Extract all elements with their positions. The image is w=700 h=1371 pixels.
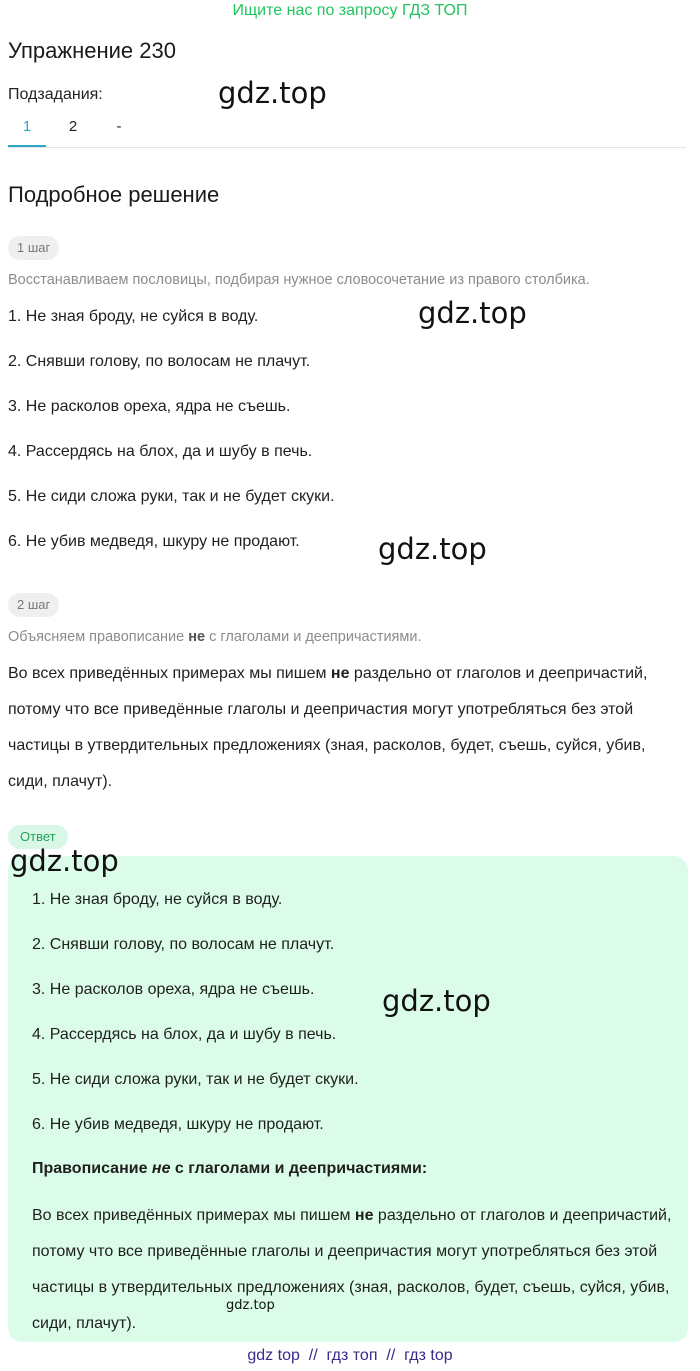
step-2-description: Объясняем правописание не с глаголами и деепричастиями. (8, 629, 422, 645)
step-1-line-2: 2. Снявши голову, по волосам не плачут. (8, 353, 311, 370)
step-2-badge: 2 шаг (8, 593, 59, 617)
step-1-line-5: 5. Не сиди сложа руки, так и не будет скуки. (8, 488, 335, 505)
answer-line-2: 2. Снявши голову, по волосам не плачут. (32, 936, 335, 953)
solution-title: Подробное решение (8, 182, 220, 207)
tab-dash[interactable]: - (116, 118, 122, 135)
watermark: gdz.top (418, 296, 527, 330)
step-1-description: Восстанавливаем пословицы, подбирая нужное словосочетание из правого столбика. (8, 272, 590, 288)
footer-links: gdz top // гдз топ // гдз top (247, 1347, 453, 1364)
step-1-line-6: 6. Не убив медведя, шкуру не продают. (8, 533, 300, 550)
answer-rule-heading: Правописание не с глаголами и деепричастиями: (32, 1160, 428, 1177)
step-1-line-3: 3. Не расколов ореха, ядра не съешь. (8, 398, 291, 415)
step-1-badge: 1 шаг (8, 236, 59, 260)
exercise-title: Упражнение 230 (8, 38, 176, 63)
answer-line-1: 1. Не зная броду, не суйся в воду. (32, 891, 283, 908)
watermark: gdz.top (382, 984, 491, 1018)
subtasks-label: Подзадания: (8, 86, 103, 103)
subtask-tabs (8, 116, 686, 148)
tab-1[interactable]: 1 (8, 116, 46, 147)
answer-explanation: Во всех приведённых примерах мы пишем не раздельно от глаголов и деепричастий, потому что все приведённые глаголы и деепричастия могут употребляться без этой частицы в утвердительных предложениях (зная, расколов, будет, съешь, суйся, убив, сиди, плачут). (32, 1207, 672, 1332)
watermark: gdz.top (218, 76, 327, 110)
tab-2[interactable]: 2 (68, 118, 78, 135)
step-2-explanation: Во всех приведённых примерах мы пишем не раздельно от глаголов и деепричастий, потому что все приведённые глаголы и деепричастия могут употребляться без этой частицы в утвердительных предложениях (зная, расколов, будет, съешь, суйся, убив, сиди, плачут). (8, 665, 648, 790)
answer-badge: Ответ (8, 825, 68, 849)
answer-line-3: 3. Не расколов ореха, ядра не съешь. (32, 981, 315, 998)
watermark: gdz.top (226, 1298, 275, 1313)
watermark: gdz.top (378, 532, 487, 566)
answer-line-4: 4. Рассердясь на блох, да и шубу в печь. (32, 1026, 337, 1043)
answer-line-6: 6. Не убив медведя, шкуру не продают. (32, 1116, 324, 1133)
step-1-line-1: 1. Не зная броду, не суйся в воду. (8, 308, 259, 325)
step-1-line-4: 4. Рассердясь на блох, да и шубу в печь. (8, 443, 313, 460)
answer-line-5: 5. Не сиди сложа руки, так и не будет скуки. (32, 1071, 359, 1088)
watermark: gdz.top (10, 844, 119, 878)
search-banner: Ищите нас по запросу ГДЗ ТОП (232, 2, 468, 19)
